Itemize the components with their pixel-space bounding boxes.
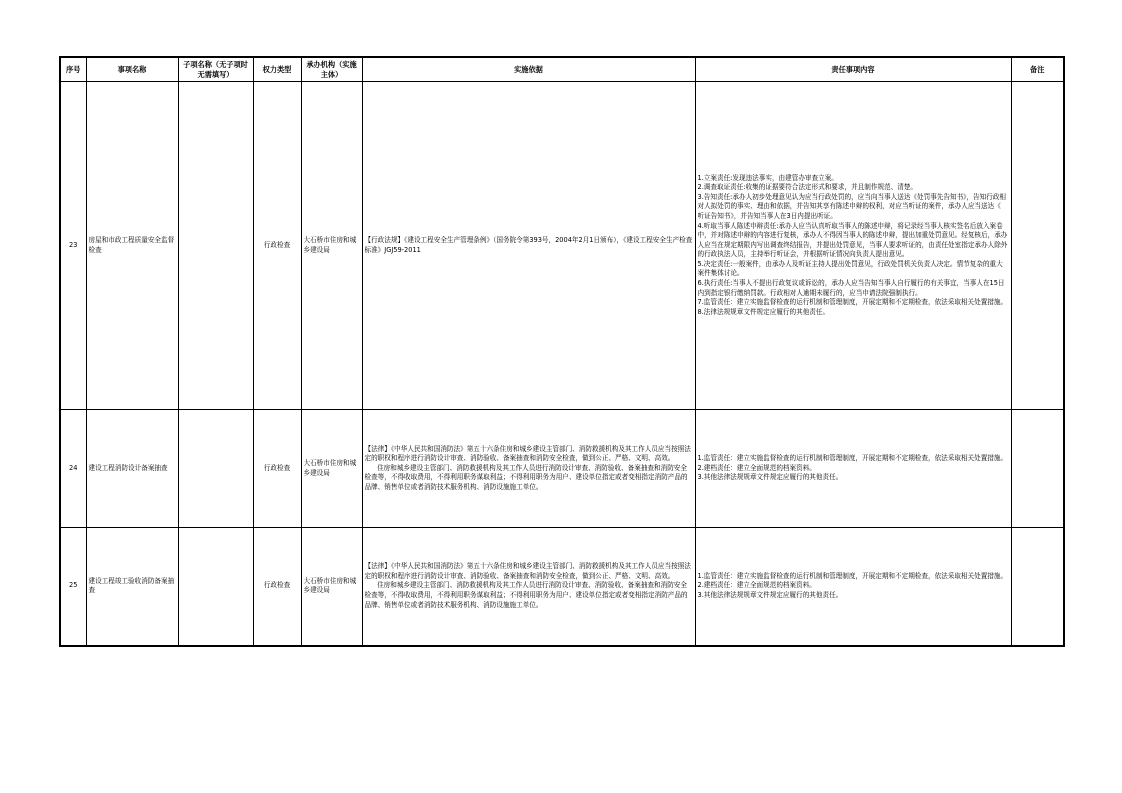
duty-line: 2.建档责任：建立全面规范的档案资料。	[697, 581, 816, 590]
cell-seq: 25	[60, 528, 86, 646]
cell-sub-item	[178, 410, 253, 528]
duty-line: 4.听取当事人陈述申辩责任:承办人应当认真听取当事人的陈述申辩，将记录经当事人核实签名后放入案卷中，并对陈述申辩的内容进行复核，承办人不得因当事人的陈述申辩，提出加重处罚意见。经复核后，承办人应当在规定期限内写出调查终结报告，并提出处罚意见，当事人要求听证的，由责任处室指定承办人除外的行政执法人员，主持举行听证会，并根据听证情况向负责人提出意见。	[697, 221, 1008, 259]
header-item-name: 事项名称	[86, 57, 178, 82]
cell-power-type: 行政检查	[253, 410, 301, 528]
duty-line: 2.建档责任：建立全面规范的档案资料。	[697, 463, 816, 472]
cell-duties	[695, 410, 1011, 528]
cell-basis: 【行政法规】《建设工程安全生产管理条例》（国务院令第393号，2004年2月1日颁布），《建设工程安全生产检查标准》JGJ59-2011	[362, 82, 695, 410]
header-duties: 责任事项内容	[695, 57, 1011, 82]
cell-organization: 大石桥市住房和城乡建设局	[301, 82, 362, 410]
cell-duties	[695, 82, 1011, 410]
duty-line: 3.其他法律法规规章文件规定应履行的其他责任。	[697, 473, 843, 482]
duty-line: 7.监管责任：建立实施监督检查的运行机制和管理制度，开展定期和不定期检查，依法采取相关处置措施。	[697, 298, 1008, 307]
cell-note	[1011, 410, 1064, 528]
cell-basis: 【法律】《中华人民共和国消防法》第五十六条住房和城乡建设主管部门、消防救援机构及其工作人员应当按照法定的职权和程序进行消防设计审查、消防验收、备案抽查和消防安全检查，做到公正、严格、文明、高效。 住房和城乡建设主管部门、消防救援机构及其工作人员进行消防设计审查、消防验收、备案抽查和消防安全检查等，不得收取费用，不得利用职务谋取利益；不得利用职务为用户、建设单位指定或者变相指定消防产品的品牌、销售单位或者消防技术服务机构、消防设施施工单位。	[362, 528, 695, 646]
cell-power-type: 行政检查	[253, 528, 301, 646]
cell-organization: 大石桥市住房和城乡建设局	[301, 410, 362, 528]
cell-note	[1011, 82, 1064, 410]
duty-line: 8.法律法规规章文件规定应履行的其他责任。	[697, 307, 830, 316]
duty-line: 1.监管责任：建立实施监督检查的运行机制和管理制度，开展定期和不定期检查，依法采取相关处置措施。	[697, 571, 1008, 580]
cell-item-name: 建设工程竣工验收消防备案抽查	[86, 528, 178, 646]
cell-item-name: 建设工程消防设计备案抽查	[86, 410, 178, 528]
header-basis: 实施依据	[362, 57, 695, 82]
cell-sub-item	[178, 528, 253, 646]
duty-line: 2.调查取证责任:收集的证据要符合法定形式和要求，并且制作规范、清楚。	[697, 183, 918, 192]
cell-organization: 大石桥市住房和城乡建设局	[301, 528, 362, 646]
cell-sub-item	[178, 82, 253, 410]
cell-seq: 23	[60, 82, 86, 410]
header-row	[60, 57, 1064, 82]
table-row	[60, 528, 1064, 646]
responsibility-table	[59, 56, 1065, 647]
header-power-type: 权力类型	[253, 57, 301, 82]
cell-duties	[695, 528, 1011, 646]
duty-line: 1.监管责任：建立实施监督检查的运行机制和管理制度，开展定期和不定期检查，依法采取相关处置措施。	[697, 454, 1008, 463]
header-seq: 序号	[60, 57, 86, 82]
header-sub-item: 子项名称（无子项时无需填写）	[178, 57, 253, 82]
table-row	[60, 82, 1064, 410]
cell-note	[1011, 528, 1064, 646]
duty-line: 1.立案责任:发现违法事实，由建管办审查立案。	[697, 173, 838, 182]
table-row	[60, 410, 1064, 528]
duty-line: 5.决定责任:一般案件，由承办人及听证主持人提出处罚意见，行政处罚机关负责人决定。情节复杂的重大案件集体讨论。	[697, 259, 1003, 278]
cell-power-type: 行政检查	[253, 82, 301, 410]
duty-line: 3.其他法律法规规章文件规定应履行的其他责任。	[697, 591, 843, 600]
duty-line: 3.告知责任:承办人初步处理意见认为应当行政处罚的，应当向当事人送达《处罚事先告知书》，告知行政相对人拟处罚的事实、理由和依据，并告知其享有陈述申辩的权利，对应当听证的案件，承办人应当送达《 听证告知书》，并告知当事人在3日内提出听证。	[697, 192, 1007, 220]
header-note: 备注	[1011, 57, 1064, 82]
cell-basis: 【法律】《中华人民共和国消防法》第五十六条住房和城乡建设主管部门、消防救援机构及其工作人员应当按照法定的职权和程序进行消防设计审查、消防验收、备案抽查和消防安全检查，做到公正、严格、文明、高效。 住房和城乡建设主管部门、消防救援机构及其工作人员进行消防设计审查、消防验收、备案抽查和消防安全检查等，不得收取费用，不得利用职务谋取利益；不得利用职务为用户、建设单位指定或者变相指定消防产品的品牌、销售单位或者消防技术服务机构、消防设施施工单位。	[362, 410, 695, 528]
cell-item-name: 房屋和市政工程质量安全监督检查	[86, 82, 178, 410]
cell-seq: 24	[60, 410, 86, 528]
duty-line: 6.执行责任:当事人不提出行政复议或诉讼的，承办人应当告知当事人自行履行的有关事宜，当事人在15日内到指定银行缴纳罚款。行政相对人逾期未履行的，应当申请法院强制执行。	[697, 279, 1005, 297]
header-organization: 承办机构（实施主体）	[301, 57, 362, 82]
